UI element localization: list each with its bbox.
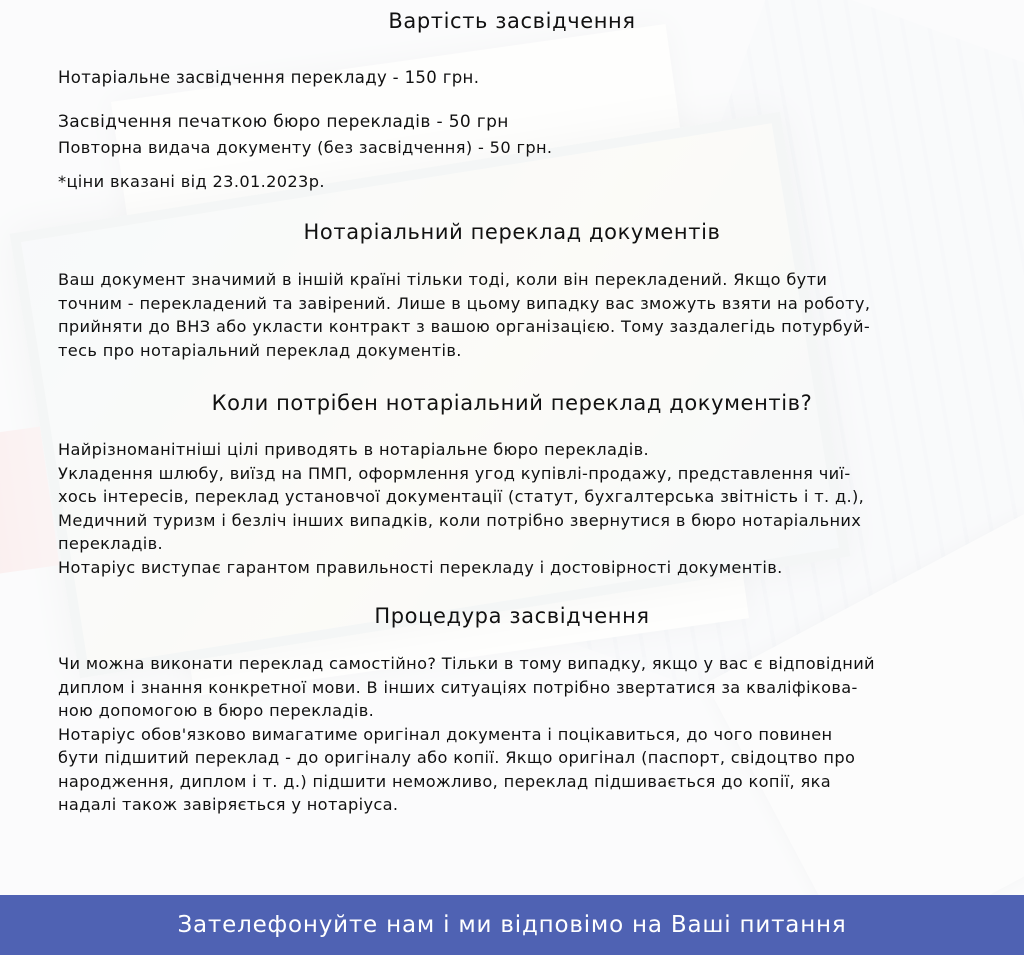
text-line: точним - перекладений та завірений. Лише в цьому випадку вас зможуть взяти на роботу, bbox=[58, 293, 871, 313]
cost-title: Вартість засвідчення bbox=[388, 9, 636, 33]
text-line: Найрізноманітніші цілі приводять в нотаріальне бюро перекладів. bbox=[58, 440, 649, 459]
text-line: ною допомогою в бюро перекладів. bbox=[58, 701, 375, 720]
text-line: диплом і знання конкретної мови. В інших ситуаціях потрібно звертатися за кваліфікова- bbox=[58, 677, 858, 697]
text-line: Нотаріус виступає гарантом правильності перекладу і достовірності документів. bbox=[58, 557, 783, 577]
text-line: Нотаріус обов'язково вимагатиме оригінал документа і поцікавиться, до чого повинен bbox=[58, 724, 833, 744]
call-to-action-text: Зателефонуйте нам і ми відповімо на Ваші питання bbox=[177, 912, 847, 938]
text-line: Укладення шлюбу, виїзд на ПМП, оформлення угод купівлі-продажу, представлення чиї- bbox=[58, 463, 851, 483]
call-to-action-banner[interactable] bbox=[0, 895, 1024, 955]
procedure-title: Процедура засвідчення bbox=[374, 604, 650, 628]
text-line: тесь про нотаріальний переклад документів. bbox=[58, 340, 462, 360]
reissue-price: Повторна видача документу (без засвідчення) - 50 грн. bbox=[58, 138, 553, 157]
price-note: *ціни вказані від 23.01.2023р. bbox=[58, 172, 325, 191]
when-title: Коли потрібен нотаріальний переклад документів? bbox=[211, 391, 813, 415]
stamp-price: Засвідчення печаткою бюро перекладів - 50 грн bbox=[58, 112, 509, 132]
when-paragraph bbox=[58, 438, 998, 579]
notarial-title: Нотаріальний переклад документів bbox=[303, 220, 721, 244]
text-line: Медичний туризм і безліч інших випадків, коли потрібно звернутися в бюро нотаріальних bbox=[58, 510, 862, 530]
text-line: бути підшитий переклад - до оригіналу або копії. Якщо оригінал (паспорт, свідоцтво про bbox=[58, 748, 856, 767]
text-line: прийняти до ВНЗ або укласти контракт з вашою організацією. Тому заздалегідь потурбуй- bbox=[58, 317, 871, 336]
text-line: надалі також завіряється у нотаріуса. bbox=[58, 795, 399, 814]
text-line: Чи можна виконати переклад самостійно? Тільки в тому випадку, якщо у вас є відповідний bbox=[58, 654, 875, 673]
procedure-paragraph bbox=[58, 652, 998, 817]
notary-price: Нотаріальне засвідчення перекладу - 150 грн. bbox=[58, 68, 480, 87]
text-line: перекладів. bbox=[58, 534, 164, 553]
text-line: Ваш документ значимий в іншій країні тільки тоді, коли він перекладений. Якщо бути bbox=[58, 270, 828, 289]
notarial-paragraph bbox=[58, 268, 998, 362]
text-line: народження, диплом і т. д.) підшити неможливо, переклад підшивається до копії, яка bbox=[58, 771, 832, 791]
text-line: хось інтересів, переклад установчої документації (статут, бухгалтерська звітність і т. д.), bbox=[58, 487, 865, 506]
